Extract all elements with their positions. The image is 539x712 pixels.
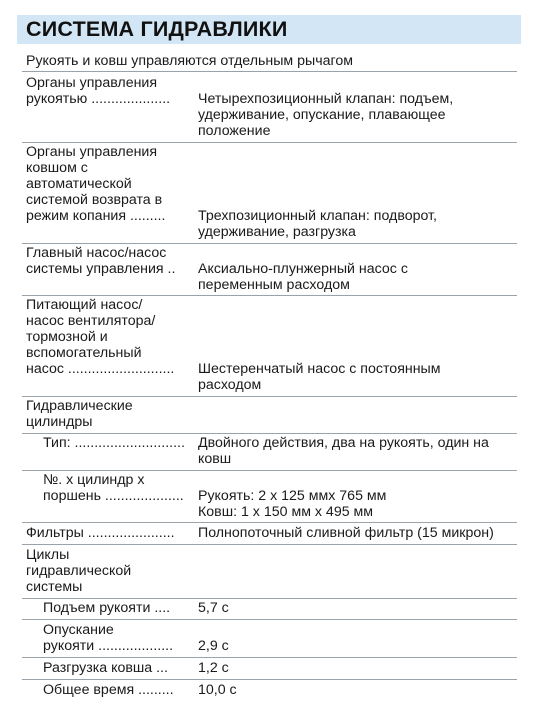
- cylinders-label-2: цилиндры: [26, 414, 93, 430]
- cylinder-type-value-1: Двойного действия, два на рукоять, один на: [198, 435, 489, 451]
- bucket-controls-label-3: автоматической: [26, 176, 132, 192]
- divider: [22, 470, 517, 471]
- cylinder-bore-label-1: №. x цилиндр x: [43, 472, 145, 488]
- dump-time-value: 1,2 с: [198, 660, 229, 676]
- filters-value: Полнопоточный сливной фильтр (15 микрон): [198, 525, 494, 541]
- divider: [22, 544, 517, 545]
- cylinder-type-label: Тип: ............................: [43, 435, 185, 451]
- cylinder-bore-label-2: поршень ....................: [43, 488, 184, 504]
- divider: [22, 679, 517, 680]
- raise-time-label: Подъем рукояти ....: [43, 600, 171, 616]
- charge-pump-label-2: насос вентилятора/: [26, 313, 156, 329]
- lower-time-label-1: Опускание: [43, 622, 114, 638]
- lower-time-value: 2,9 с: [198, 638, 229, 654]
- divider: [22, 522, 517, 523]
- bucket-controls-value-1: Трехпозиционный клапан: подворот,: [198, 208, 437, 224]
- divider: [22, 142, 517, 143]
- cycles-label-3: системы: [26, 579, 83, 595]
- charge-pump-value-1: Шестеренчатый насос с постоянным: [198, 361, 441, 377]
- bucket-controls-label-5: режим копания .........: [26, 208, 166, 224]
- cycles-label-2: гидравлической: [26, 563, 132, 579]
- arm-controls-value-3: положение: [198, 123, 271, 139]
- divider: [22, 433, 517, 434]
- charge-pump-label-4: вспомогательный: [26, 345, 142, 361]
- main-pump-label-2: системы управления ..: [26, 261, 176, 277]
- bucket-controls-label-2: ковшом с: [26, 160, 88, 176]
- section-title-bar: [17, 15, 521, 44]
- divider: [22, 396, 517, 397]
- cylinder-type-value-2: ковш: [198, 451, 232, 467]
- charge-pump-label-5: насос ...........................: [26, 361, 175, 377]
- cylinders-label-1: Гидравлические: [26, 398, 133, 414]
- cylinder-bore-value-1: Рукоять: 2 x 125 ммx 765 мм: [198, 488, 387, 504]
- main-pump-value-2: переменным расходом: [198, 277, 350, 293]
- lower-time-label-2: рукояти ...................: [43, 638, 174, 654]
- bucket-controls-label-1: Органы управления: [26, 144, 158, 160]
- arm-controls-value-1: Четырехпозиционный клапан: подъем,: [198, 91, 454, 107]
- divider: [22, 71, 517, 72]
- divider: [22, 619, 517, 620]
- cycles-label-1: Циклы: [26, 547, 70, 563]
- divider: [22, 657, 517, 658]
- arm-controls-label-2: рукоятью ....................: [26, 91, 171, 107]
- charge-pump-value-2: расходом: [198, 377, 262, 393]
- total-time-value: 10,0 с: [198, 682, 237, 698]
- total-time-label: Общее время .........: [43, 682, 174, 698]
- main-pump-value-1: Аксиально-плунжерный насос с: [198, 261, 408, 277]
- intro-text: Рукоять и ковш управляются отдельным рычагом: [26, 53, 354, 69]
- bucket-controls-value-2: удерживание, разгрузка: [198, 224, 356, 240]
- bucket-controls-label-4: системой возврата в: [26, 192, 163, 208]
- section-title: СИСТЕМА ГИДРАВЛИКИ: [26, 17, 288, 41]
- divider: [22, 598, 517, 599]
- charge-pump-label-1: Питающий насос/: [26, 297, 143, 313]
- main-pump-label-1: Главный насос/насос: [26, 245, 167, 261]
- filters-label: Фильтры ......................: [26, 525, 175, 541]
- divider: [22, 243, 517, 244]
- dump-time-label: Разгрузка ковша ...: [43, 660, 168, 676]
- divider: [22, 295, 517, 296]
- raise-time-value: 5,7 с: [198, 600, 229, 616]
- arm-controls-label-1: Органы управления: [26, 75, 158, 91]
- charge-pump-label-3: тормозной и: [26, 329, 108, 345]
- cylinder-bore-value-2: Ковш: 1 x 150 мм x 495 мм: [198, 504, 374, 520]
- arm-controls-value-2: удерживание, опускание, плавающее: [198, 107, 446, 123]
